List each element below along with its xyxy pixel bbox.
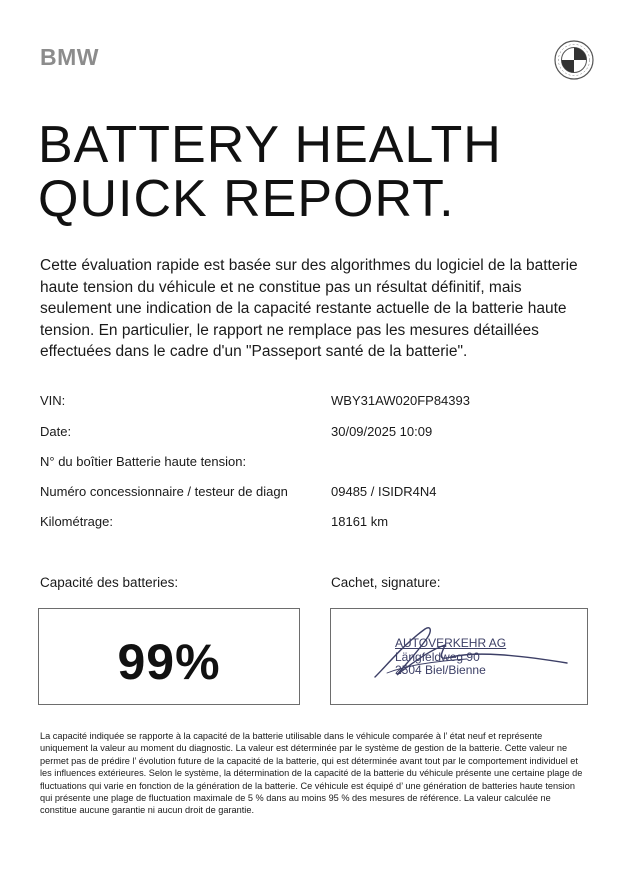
stamp-line-3: 2504 Biel/Bienne: [395, 663, 486, 677]
stamp-label: Cachet, signature:: [331, 575, 441, 590]
battery-box-label: N° du boîtier Batterie haute tension:: [40, 454, 247, 469]
capacity-label: Capacité des batteries:: [40, 575, 179, 590]
mileage-value: 18161 km: [331, 514, 389, 529]
capacity-box: [38, 608, 300, 705]
dealer-label: Numéro concessionnaire / testeur de diagn: [40, 484, 288, 499]
title-line-1: BATTERY HEALTH: [38, 116, 502, 174]
disclaimer-footnote: La capacité indiquée se rapporte à la capacité de la batterie utilisable dans le véhicule comparée à l’ état neuf et représente uniquement la valeur au moment du diagnostic. La valeur est déterminée par le système de gestion de la batterie. Cette valeur ne permet pas de prédire l’ évolution future de la capacité de la batterie, qui est déterminée avant tout par le comportement individuel et les influences extérieures. Selon le système, la détermination de la capacité de la batterie du véhicule présente une certaine plage de fluctuations qui varie en fonction de la génération de la batterie. Ce véhicule est équipé d’ une génération de batteries haute tension qui présente une plage de fluctuation maximale de 5 % dans au moins 95 % des mesures de référence. La valeur calculée ne constitue aucune garantie ni aucun droit de garantie.: [40, 731, 583, 816]
stamp-line-2: Längfeldweg 90: [395, 649, 480, 664]
dealer-value: 09485 / ISIDR4N4: [331, 484, 437, 499]
bmw-roundel-icon: [554, 40, 594, 80]
stamp-line-1: AUTOVERKEHR AG: [395, 636, 507, 650]
intro-paragraph: Cette évaluation rapide est basée sur des algorithmes du logiciel de la batterie haute tension du véhicule et ne constitue pas un résultat définitif, mais seulement une indication de la capacité restante actuelle de la batterie haute tension. En particulier, le rapport ne remplace pas les mesures détaillées effectuées dans le cadre d'un "Passeport santé de la batterie".: [40, 257, 578, 360]
report-title: [38, 118, 502, 226]
dealer-stamp: [395, 637, 506, 678]
vin-value: WBY31AW020FP84393: [331, 393, 470, 408]
vin-label: VIN:: [40, 393, 66, 408]
mileage-label: Kilométrage:: [40, 514, 113, 529]
brand-wordmark: BMW: [40, 44, 99, 70]
capacity-value: 99%: [117, 634, 221, 690]
date-value: 30/09/2025 10:09: [331, 424, 433, 439]
stamp-box: [330, 608, 588, 705]
date-label: Date:: [40, 424, 72, 439]
title-line-2: QUICK REPORT.: [38, 170, 455, 228]
